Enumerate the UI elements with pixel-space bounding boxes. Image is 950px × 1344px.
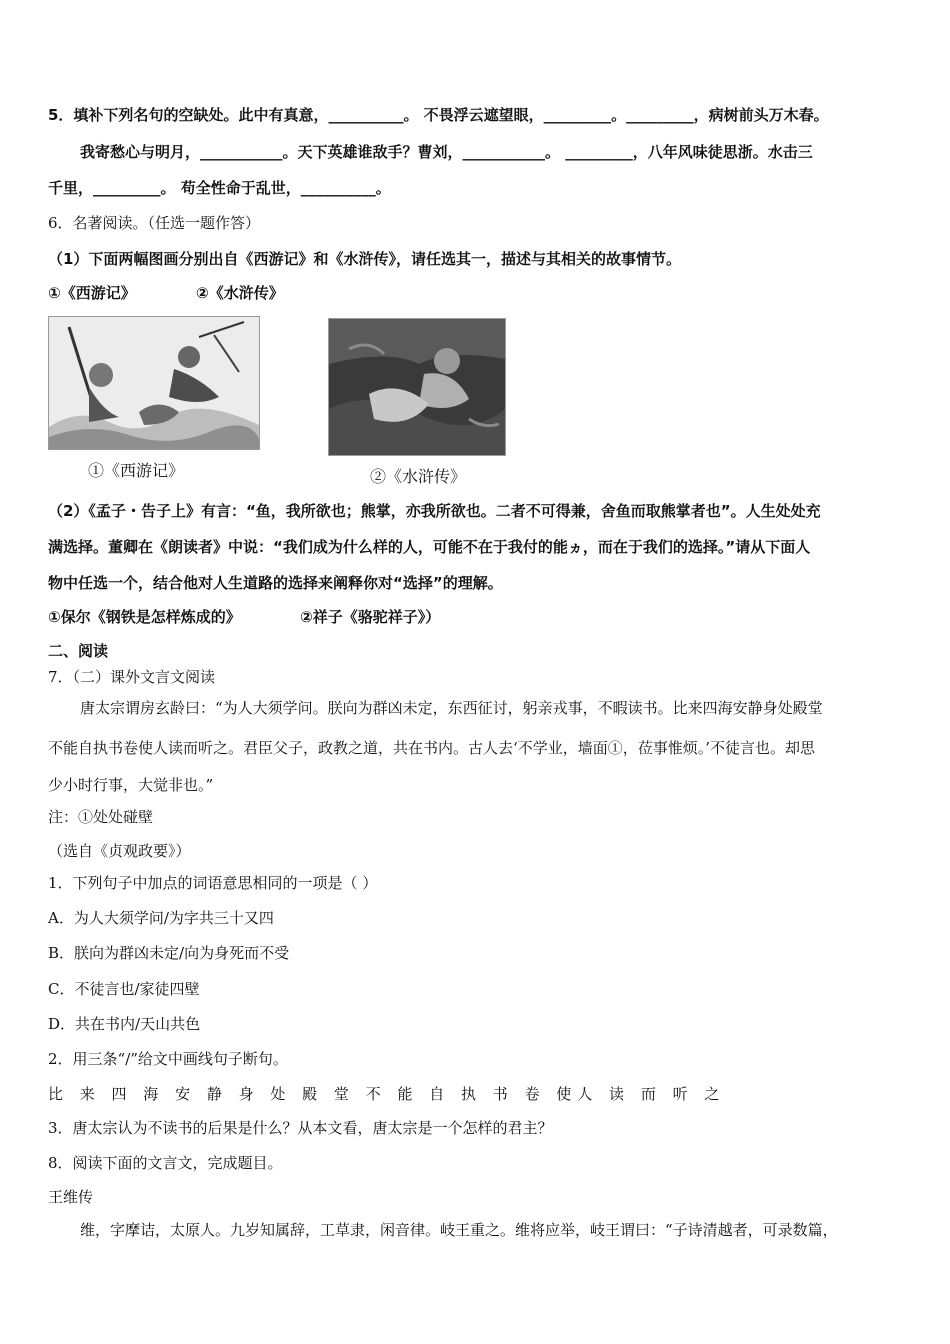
q7-title: 7．（二）课外文言文阅读: [48, 668, 216, 686]
q7-note: 注：①处处碰壁: [48, 808, 154, 826]
q7-choice-c: C．不徒言也/家徒四壁: [48, 980, 200, 998]
q7-para-line2: 不能自执书卷使人读而听之。君臣父子，政教之道，共在书内。古人去‘不学业，墙面①，莅事惟烦。’不徒言也。却思: [48, 739, 816, 757]
q5-line3: 千里，_________。 苟全性命于乱世，__________。: [48, 179, 391, 197]
q6-sub2-line2: 满选择。董卿在《朗读者》中说：“我们成为什么样的人，可能不在于我付的能ヵ，而在于我们的选择。”请从下面人: [48, 538, 811, 556]
q8-para-line1: 维，字摩诘，太原人。九岁知属辞，工草隶，闲音律。岐王重之。维将应举，岐王谓曰：“子诗清越者，可录数篇，: [80, 1221, 838, 1239]
q7-sentence-to-split: 比 来 四 海 安 静 身 处 殿 堂 不 能 自 执 书 卷 使人 读 而 听 之: [48, 1085, 726, 1103]
figure-caption-water-margin: ②《水浒传》: [370, 467, 467, 486]
figure-caption-journey-west: ①《西游记》: [88, 461, 185, 480]
q6-sub2-line1: （2）《孟子・告子上》有言：“鱼，我所欲也；熊掌，亦我所欲也。二者不可得兼，舍鱼而取熊掌者也”。人生处处充: [48, 502, 821, 520]
q7-choice-b: B．朕向为群凶未定/向为身死而不受: [48, 944, 290, 962]
q6-sub1: （1）下面两幅图画分别出自《西游记》和《水浒传》，请任选其一，描述与其相关的故事情节。: [48, 250, 681, 268]
journey-west-drawing: [49, 317, 259, 449]
q6-sub2-line3: 物中任选一个，结合他对人生道路的选择来阐释你对“选择”的理解。: [48, 574, 503, 592]
q6-opt2-a: ①保尔《钢铁是怎样炼成的》: [48, 608, 241, 626]
water-margin-illustration: [328, 318, 506, 456]
journey-west-illustration: [48, 316, 260, 450]
water-margin-drawing: [329, 319, 505, 455]
q5-line1: 5．填补下列名句的空缺处。此中有真意，__________。 不畏浮云遮望眼，_________。_________，病树前头万木春。: [48, 106, 829, 124]
q7-para-line3: 少小时行事，大觉非也。”: [48, 776, 214, 794]
q5-line2: 我寄愁心与明月，___________。天下英雄谁敌手？曹刘，___________。 _________，八年风味徒思浙。水击三: [80, 143, 813, 161]
q6-title: 6．名著阅读。（任选一题作答）: [48, 214, 261, 232]
q7-choice-a: A．为人大须学问/为字共三十又四: [48, 909, 274, 927]
q7-para-line1: 唐太宗谓房玄龄曰：“为人大须学问。朕向为群凶未定，东西征讨，躬亲戎事，不暇读书。比来四海安静身处殿堂: [80, 699, 823, 717]
q6-opt1-a: ①《西游记》: [48, 284, 136, 302]
q6-opt1-b: ②《水浒传》: [196, 284, 284, 302]
q7-subq1: 1．下列句子中加点的词语意思相同的一项是（ ）: [48, 874, 378, 892]
q7-source: （选自《贞观政要》）: [48, 842, 191, 860]
q7-choice-d: D．共在书内/天山共色: [48, 1015, 201, 1033]
q8-heading: 王维传: [48, 1188, 94, 1206]
q7-subq3: 3．唐太宗认为不读书的后果是什么？从本文看，唐太宗是一个怎样的君主？: [48, 1119, 553, 1137]
section-heading-reading: 二、阅读: [48, 642, 109, 660]
q8-title: 8．阅读下面的文言文，完成题目。: [48, 1154, 283, 1172]
q6-opt2-b: ②祥子《骆驼祥子》）: [300, 608, 441, 626]
q7-subq2: 2．用三条“/”给文中画线句子断句。: [48, 1050, 288, 1068]
